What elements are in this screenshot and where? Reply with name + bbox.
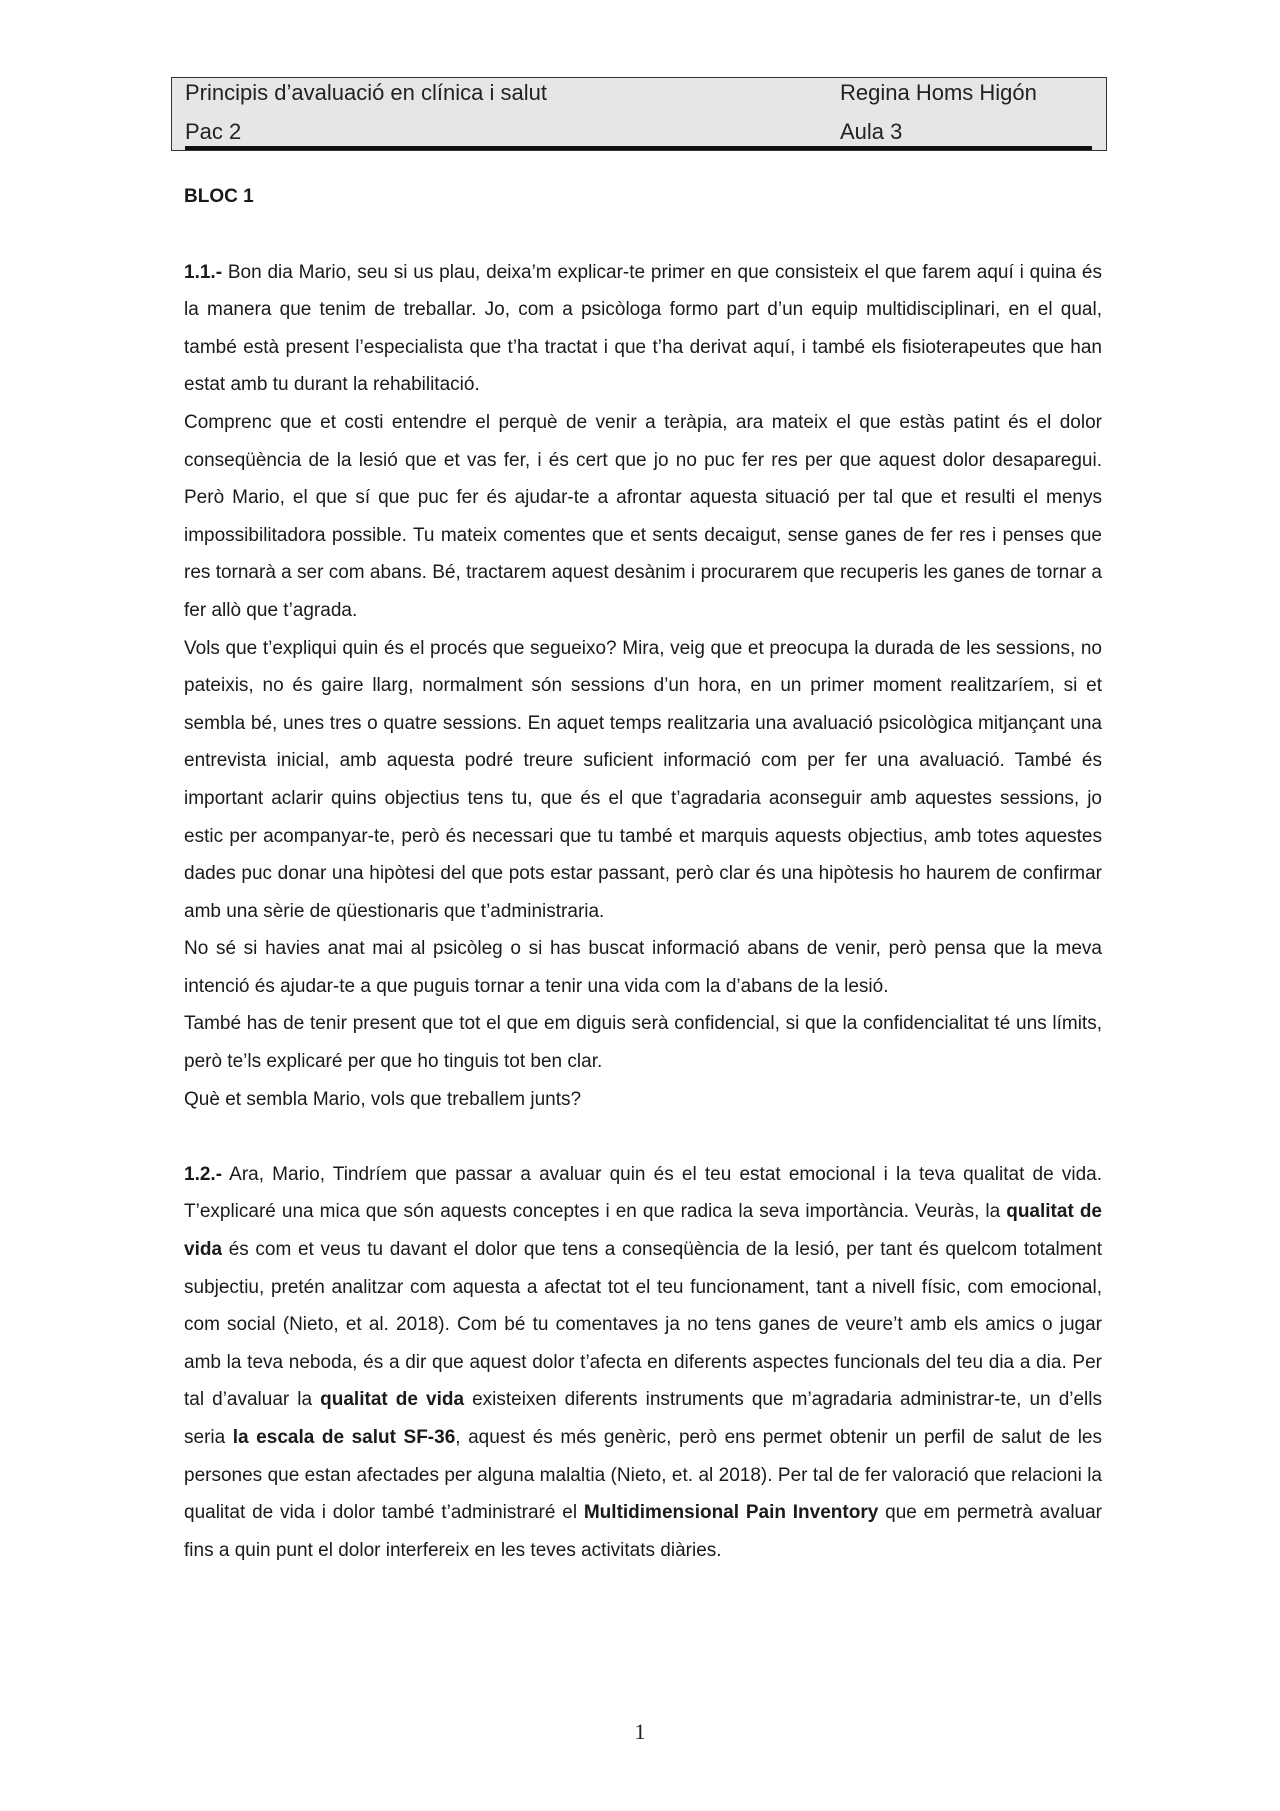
header-rule — [185, 146, 1092, 150]
section-1-2-number: 1.2.- — [184, 1163, 223, 1185]
section-1-2-paragraph — [184, 1156, 1102, 1570]
page-number: 1 — [634, 1719, 646, 1744]
bold-term-quality-of-life-2: qualitat de vida — [320, 1389, 465, 1411]
section-1-1-paragraph-5: També has de tenir present que tot el que em diguis serà confidencial, si que la confidencialitat té uns límits, però te’ls explicaré per que ho tinguis tot ben clar. — [184, 1013, 1102, 1073]
section-1-1-number: 1.1.- — [184, 261, 223, 283]
document-body — [184, 178, 1102, 1569]
section-1-1-paragraph-4: No sé si havies anat mai al psicòleg o si has buscat informació abans de venir, però pensa que la meva intenció és ajudar-te a que puguis tornar a tenir una vida com la d’abans de la lesió. — [184, 938, 1102, 997]
section-1-2-text-5: que em permetrà avaluar fins a quin punt el dolor interfereix en les teves activitats diàries. — [184, 1502, 1103, 1561]
section-1-2-text-3: existeixen diferents instruments que m’agradaria administrar-te, un d’ells seria — [184, 1389, 1102, 1448]
course-title: Principis d’avaluació en clínica i salut — [185, 80, 547, 105]
section-1-2-text-2: és com et veus tu davant el dolor que tens a conseqüència de la lesió, per tant és quelcom totalment subjectiu, pretén analitzar com aquesta a afectat tot el teu funcionament, tant a nivell físic, com emocional, com social (Nieto, et al. 2018). Com bé tu comentaves ja no tens ganes de veure’t amb els amics o jugar amb la teva neboda, és a dir que aquest dolor t’afecta en diferents aspectes funcionals del teu dia a dia. Per tal d’avaluar la — [184, 1239, 1102, 1411]
bold-term-quality-of-life: qualitat de vida — [184, 1201, 1102, 1261]
bloc-title: BLOC 1 — [184, 186, 254, 207]
section-1-1-text-1: Bon dia Mario, seu si us plau, deixa’m explicar-te primer en que consisteix el que farem aquí i quina és la manera que tenim de treballar. Jo, com a psicòloga formo part d’un equip multidisciplinari, en el qual, també està present l’especialista que t’ha tractat i que t’ha derivat aquí, i també els fisioterapeutes que han estat amb tu durant la rehabilitació. — [184, 261, 1102, 396]
assignment-label: Pac 2 — [185, 119, 242, 144]
section-1-2-text-1: Ara, Mario, Tindríem que passar a avaluar quin és el teu estat emocional i la teva qualitat de vida. T’explicaré una mica que són aquests conceptes i en que radica la seva importància. Veuràs, la — [184, 1163, 1102, 1223]
section-1-1-paragraph-1 — [184, 254, 1102, 404]
section-1-1-paragraph-6: Què et sembla Mario, vols que treballem junts? — [184, 1088, 582, 1110]
classroom-label: Aula 3 — [840, 119, 903, 144]
section-1-2-text-4: , aquest és més genèric, però ens permet obtenir un perfil de salut de les persones que estan afectades per alguna malaltia (Nieto, et. al 2018). Per tal de fer valoració que relacioni la qualitat de vida i dolor també t’administraré el — [184, 1427, 1102, 1524]
bold-term-sf36-scale: la escala de salut SF-36 — [232, 1427, 456, 1448]
bold-term-multidimensional-pain-inventory: Multidimensional Pain Inventory — [583, 1502, 879, 1524]
author-name: Regina Homs Higón — [840, 80, 1037, 105]
section-1-1-paragraph-2: Comprenc que et costi entendre el perquè de venir a teràpia, ara mateix el que estàs patint és el dolor conseqüència de la lesió que et vas fer, i és cert que jo no puc fer res per que aquest dolor desaparegui. Però Mario, el que sí que puc fer és ajudar-te a afrontar aquesta situació per tal que et resulti el menys impossibilitadora possible. Tu mateix comentes que et sents decaigut, sense ganes de fer res i penses que res tornarà a ser com abans. Bé, tractarem aquest desànim i procurarem que recuperis les ganes de tornar a fer allò que t’agrada. — [184, 411, 1102, 621]
running-header — [171, 77, 1107, 151]
section-1-1-paragraph-3: Vols que t’expliqui quin és el procés que segueixo? Mira, veig que et preocupa la durada de les sessions, no pateixis, no és gaire llarg, normalment són sessions d’un hora, en un primer moment realitzaríem, si et sembla bé, unes tres o quatre sessions. En aquet temps realitzaria una avaluació psicològica mitjançant una entrevista inicial, amb aquesta podré treure suficient informació com per fer una avaluació. També és important aclarir quins objectius tens tu, que és el que t’agradaria aconseguir amb aquestes sessions, jo estic per acompanyar-te, però és necessari que tu també et marquis aquests objectius, amb totes aquestes dades puc donar una hipòtesi del que pots estar passant, però clar és una hipòtesis ho haurem de confirmar amb una sèrie de qüestionaris que t’administraria. — [184, 637, 1102, 922]
